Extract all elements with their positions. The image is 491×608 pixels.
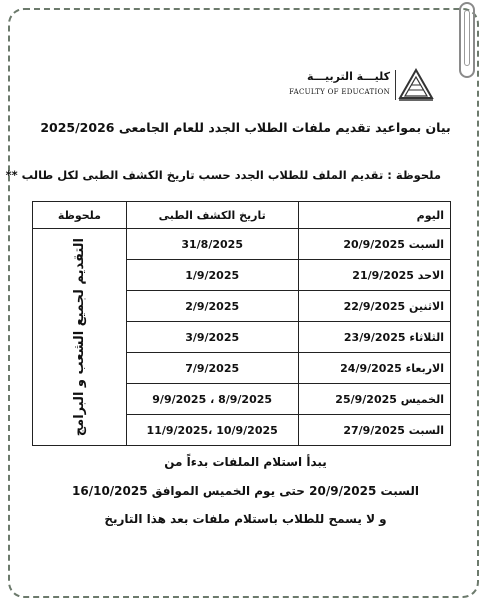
document-title: بيان بمواعيد تقديم ملفات الطلاب الجدد للعام الجامعى 2025/2026 [40, 120, 451, 135]
cell-day: الاثنين 22/9/2025 [298, 291, 450, 322]
paper-clip-icon [459, 2, 475, 78]
cell-day: السبت 27/9/2025 [298, 415, 450, 446]
cell-medical-date: 10/9/2025 ،11/9/2025 [126, 415, 298, 446]
cell-medical-date: 7/9/2025 [126, 353, 298, 384]
cell-day: الخميس 25/9/2025 [298, 384, 450, 415]
cell-medical-date: 1/9/2025 [126, 260, 298, 291]
college-name-ar: كليـــة التربيـــة [307, 70, 390, 83]
table-row [33, 229, 451, 260]
footer-line-1: يبدأ استلام الملفات بدءاً من [164, 455, 327, 469]
cell-day: السبت 20/9/2025 [298, 229, 450, 260]
footer-line-2: السبت 20/9/2025 حتى يوم الخميس الموافق 16/10/2025 [72, 484, 419, 498]
pyramid-logo-icon [398, 68, 434, 102]
cell-remarks [33, 229, 127, 446]
cell-medical-date: 8/9/2025 ، 9/9/2025 [126, 384, 298, 415]
document-note: ملحوظة : تقديم الملف للطلاب الجدد حسب تاريخ الكشف الطبى لكل طالب ** [5, 168, 441, 182]
header-medical-date: تاريخ الكشف الطبى [126, 202, 298, 229]
header-day: اليوم [298, 202, 450, 229]
cell-day: الثلاثاء 23/9/2025 [298, 322, 450, 353]
schedule-table [32, 201, 451, 446]
cell-medical-date: 3/9/2025 [126, 322, 298, 353]
logo-separator [395, 70, 396, 100]
table-header-row [33, 202, 451, 229]
footer-line-3: و لا يسمح للطلاب باستلام ملفات بعد هذا التاريخ [104, 512, 387, 526]
remarks-text: التقديم لجميع الشعب و البرامج [71, 237, 87, 437]
faculty-logo [289, 68, 440, 104]
college-name-en: FACULTY OF EDUCATION [289, 88, 390, 96]
cell-day: الاربعاء 24/9/2025 [298, 353, 450, 384]
cell-medical-date: 2/9/2025 [126, 291, 298, 322]
cell-medical-date: 31/8/2025 [126, 229, 298, 260]
header-remarks: ملحوظة [33, 202, 127, 229]
cell-day: الاحد 21/9/2025 [298, 260, 450, 291]
